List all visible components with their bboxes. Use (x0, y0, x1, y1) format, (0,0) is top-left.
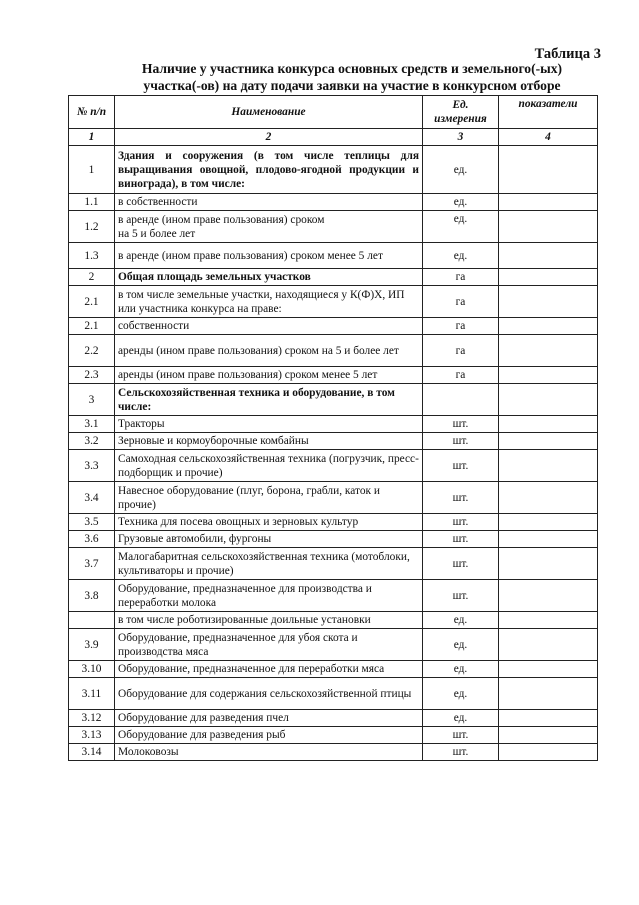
title-line-1: Наличие у участника конкурса основных средств и земельного(-ых) (141, 61, 563, 76)
table-row (69, 678, 598, 710)
row-unit: ед. (423, 629, 499, 661)
row-unit: шт. (423, 482, 499, 514)
row-value (499, 678, 598, 710)
table-row (69, 514, 598, 531)
table-row (69, 580, 598, 612)
row-value (499, 286, 598, 318)
table-label: Таблица 3 (534, 46, 601, 62)
row-num: 2 (69, 269, 115, 286)
table-row (69, 318, 598, 335)
table-row (69, 286, 598, 318)
row-value (499, 335, 598, 367)
header-unit: Ед. измерения (423, 96, 499, 129)
row-unit: шт. (423, 727, 499, 744)
index-cell: 3 (423, 129, 499, 146)
row-unit: га (423, 318, 499, 335)
row-value (499, 482, 598, 514)
row-name: Техника для посева овощных и зерновых культур (115, 514, 423, 531)
row-num: 3.11 (69, 678, 115, 710)
row-unit: шт. (423, 450, 499, 482)
row-value (499, 384, 598, 416)
row-unit: ед. (423, 612, 499, 629)
table-row (69, 211, 598, 243)
table-row (69, 194, 598, 211)
row-name: Зерновые и кормоуборочные комбайны (115, 433, 423, 450)
row-value (499, 211, 598, 243)
row-name: аренды (ином праве пользования) сроком менее 5 лет (115, 367, 423, 384)
row-value (499, 580, 598, 612)
index-cell: 2 (115, 129, 423, 146)
row-value (499, 450, 598, 482)
table-row (69, 450, 598, 482)
row-num: 3.14 (69, 744, 115, 761)
row-value (499, 744, 598, 761)
table-row (69, 727, 598, 744)
row-name: Оборудование, предназначенное для переработки мяса (115, 661, 423, 678)
row-num: 2.3 (69, 367, 115, 384)
row-num: 3.5 (69, 514, 115, 531)
row-name: аренды (ином праве пользования) сроком на 5 и более лет (115, 335, 423, 367)
row-name: Оборудование для разведения рыб (115, 727, 423, 744)
row-unit: ед. (423, 661, 499, 678)
row-value (499, 727, 598, 744)
row-num: 2.2 (69, 335, 115, 367)
row-num (69, 612, 115, 629)
row-unit: га (423, 367, 499, 384)
row-value (499, 661, 598, 678)
row-value (499, 269, 598, 286)
row-unit: ед. (423, 146, 499, 194)
row-num: 3.13 (69, 727, 115, 744)
row-unit: шт. (423, 433, 499, 450)
document-title (92, 60, 612, 94)
row-num: 3.7 (69, 548, 115, 580)
header-row (69, 96, 598, 129)
row-unit: ед. (423, 211, 499, 243)
row-num: 3.12 (69, 710, 115, 727)
row-unit: шт. (423, 580, 499, 612)
row-value (499, 416, 598, 433)
table-row (69, 710, 598, 727)
row-num: 3.8 (69, 580, 115, 612)
row-name: Оборудование, предназначенное для производства и переработки молока (115, 580, 423, 612)
row-num: 3.2 (69, 433, 115, 450)
table-row (69, 548, 598, 580)
row-name: в аренде (ином праве пользования) сроком на 5 и более лет (115, 211, 423, 243)
row-unit: ед. (423, 710, 499, 727)
row-name: Самоходная сельскохозяйственная техника (погрузчик, пресс-подборщик и прочие) (115, 450, 423, 482)
row-value (499, 514, 598, 531)
row-unit: шт. (423, 514, 499, 531)
row-value (499, 531, 598, 548)
row-name: в аренде (ином праве пользования) сроком менее 5 лет (115, 243, 423, 269)
row-name: Общая площадь земельных участков (115, 269, 423, 286)
table-row (69, 269, 598, 286)
row-unit: га (423, 335, 499, 367)
row-value (499, 318, 598, 335)
table-row (69, 416, 598, 433)
row-value (499, 548, 598, 580)
row-num: 1.1 (69, 194, 115, 211)
table-row (69, 482, 598, 514)
table-row (69, 661, 598, 678)
row-value (499, 612, 598, 629)
row-name: в собственности (115, 194, 423, 211)
row-value (499, 433, 598, 450)
row-num: 2.1 (69, 286, 115, 318)
table-row (69, 629, 598, 661)
header-value: показатели (499, 96, 598, 129)
row-num: 3 (69, 384, 115, 416)
assets-table (68, 95, 598, 761)
row-name: Оборудование для содержания сельскохозяйственной птицы (115, 678, 423, 710)
title-line-2: участка(-ов) на дату подачи заявки на участие в конкурсном отборе (143, 78, 561, 93)
row-num: 3.4 (69, 482, 115, 514)
row-value (499, 367, 598, 384)
index-row (69, 129, 598, 146)
row-name: Навесное оборудование (плуг, борона, грабли, каток и прочие) (115, 482, 423, 514)
row-name: Малогабаритная сельскохозяйственная техника (мотоблоки, культиваторы и прочие) (115, 548, 423, 580)
row-name: Здания и сооружения (в том числе теплицы для выращивания овощной, плодово-ягодной продукции и винограда), в том числе: (115, 146, 423, 194)
row-unit: ед. (423, 243, 499, 269)
row-num: 1 (69, 146, 115, 194)
row-num: 3.10 (69, 661, 115, 678)
row-num: 1.3 (69, 243, 115, 269)
row-value (499, 710, 598, 727)
row-num: 3.3 (69, 450, 115, 482)
row-num: 3.1 (69, 416, 115, 433)
row-unit: га (423, 269, 499, 286)
row-unit: шт. (423, 744, 499, 761)
row-name: Оборудование, предназначенное для убоя скота и производства мяса (115, 629, 423, 661)
table-row (69, 612, 598, 629)
table-row (69, 335, 598, 367)
row-unit: га (423, 286, 499, 318)
table-row (69, 433, 598, 450)
header-num: № п/п (69, 96, 115, 129)
row-unit: шт. (423, 531, 499, 548)
row-value (499, 194, 598, 211)
row-unit: ед. (423, 194, 499, 211)
row-unit: ед. (423, 678, 499, 710)
row-name: в том числе земельные участки, находящиеся у К(Ф)Х, ИП или участника конкурса на праве: (115, 286, 423, 318)
table-row (69, 367, 598, 384)
row-name: Оборудование для разведения пчел (115, 710, 423, 727)
row-unit: шт. (423, 548, 499, 580)
table-row (69, 531, 598, 548)
row-name: в том числе роботизированные доильные установки (115, 612, 423, 629)
row-unit (423, 384, 499, 416)
row-name: собственности (115, 318, 423, 335)
row-name: Тракторы (115, 416, 423, 433)
index-cell: 1 (69, 129, 115, 146)
table-row (69, 744, 598, 761)
row-value (499, 629, 598, 661)
row-num: 3.9 (69, 629, 115, 661)
row-name: Сельскохозяйственная техника и оборудование, в том числе: (115, 384, 423, 416)
table-row (69, 243, 598, 269)
table-row (69, 146, 598, 194)
row-value (499, 146, 598, 194)
table-row (69, 384, 598, 416)
row-num: 3.6 (69, 531, 115, 548)
row-unit: шт. (423, 416, 499, 433)
row-num: 2.1 (69, 318, 115, 335)
row-name: Молоковозы (115, 744, 423, 761)
row-value (499, 243, 598, 269)
row-num: 1.2 (69, 211, 115, 243)
header-name: Наименование (115, 96, 423, 129)
row-name: Грузовые автомобили, фургоны (115, 531, 423, 548)
index-cell: 4 (499, 129, 598, 146)
